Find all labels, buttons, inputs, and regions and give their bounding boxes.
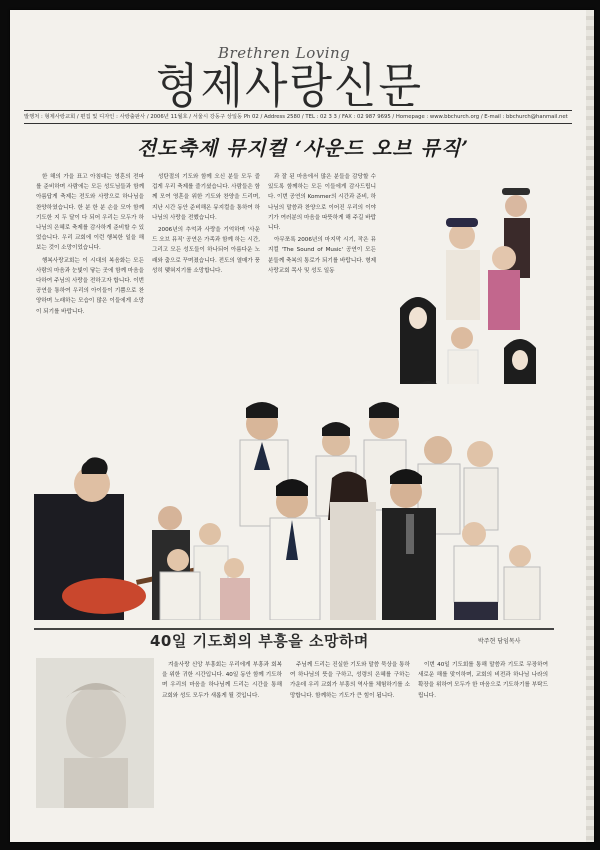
main-headline: 전도축제 뮤지컬 ‘사운드 오브 뮤직’ — [136, 136, 470, 160]
article-column-3 — [268, 172, 376, 382]
page-edge — [586, 10, 594, 842]
cast-photo-main — [34, 384, 556, 620]
publication-info-bar: 발행처 : 형제사랑교회 / 편집 및 디자인 : 사랑출판사 / 2006년 11월호 / 서울시 강동구 상일동 Ph 02 / Address 2580 / TEL : 02 3 3 / FAX : 02 987 9695 / Homepage : www.bbchurch.org / E-mail : bbchurch@hanmail.net — [24, 110, 572, 124]
article-paragraph: 행복사랑교회는 이 시대의 복음화는 모든 사람의 마음과 눈빛이 닿는 곳에 함께 마음을 다하여 주님의 사랑을 전하고자 합니다. 이번 공연을 통하여 우리의 아이들이 기쁨으로 찬양하며 노래하는 모습이 많은 이들에게 소망이 되기를 바랍니다. — [36, 257, 144, 315]
lower-article-title: 40일 기도회의 부흥을 소망하며 — [150, 632, 369, 650]
lower-article-column-3 — [418, 660, 548, 810]
lower-article-column-1 — [162, 660, 282, 810]
lower-article-paragraph: 주님께 드리는 진실한 기도와 말씀 묵상을 통하여 하나님의 뜻을 구하고, 성령의 은혜를 구하는 가운데 우리 교회가 부흥의 역사를 체험하기를 소망합니다. 함께하는 기도가 큰 힘이 됩니다. — [290, 662, 410, 699]
masthead-english-title: Brethren Loving — [218, 44, 351, 62]
lower-article-paragraph: 겨울사랑 신앙 부흥회는 우리에게 부흥과 회복을 위한 귀한 시간입니다. 40일 동안 함께 기도하며 우리의 마음을 하나님께 드리는 시간을 통해 교회와 성도 모두가 새롭게 될 것입니다. — [162, 662, 282, 699]
article-column-2 — [152, 172, 260, 382]
lower-article-photo — [36, 658, 154, 808]
article-paragraph: 2006년의 추억과 사랑을 기억하며 '사운드 오브 뮤직' 공연은 가족과 함께 하는 시간, 그리고 모든 성도들이 하나되어 아름다운 노래와 춤으로 꾸며졌습니다. 전도의 열매가 풍성히 맺혀지기를 소망합니다. — [152, 227, 260, 274]
lower-article-byline: 박주현 담임목사 — [478, 638, 521, 645]
article-paragraph: 아무쪼록 2006년의 마지막 시기, 작은 뮤지컬 'The Sound of Music' 공연이 모든 분들께 축복의 통로가 되기를 바랍니다. 형제사랑교회 목사 및 성도 일동 — [268, 237, 376, 274]
article-paragraph: 성탄절의 기도와 함께 오신 분들 모두 즐겁게 우리 축제를 즐기셨습니다. 사람들은 함께 모여 영혼을 위한 기도와 찬양을 드리며, 지난 시간 동안 준비해온 뮤지컬을 통하여 하나님의 사랑을 전했습니다. — [152, 174, 260, 221]
masthead-korean-title: 형제사랑신문 — [156, 59, 424, 115]
article-column-1 — [36, 172, 144, 382]
article-paragraph: 과 잘 된 마음에서 많은 분들을 감당할 수 있도록 함께하는 모든 이들에게 감사드립니다. 이번 공연의 Kommer의 시간과 준비, 하나님의 말씀과 찬양으로 이어진 우리의 이야기가 여러분의 마음을 따뜻하게 해 주길 바랍니다. — [268, 174, 376, 232]
lower-article-paragraph: 이번 40일 기도회를 통해 말씀과 기도로 무장하여 새로운 해를 맞이하며, 교회의 비전과 하나님 나라의 확장을 위하여 모두가 한 마음으로 기도하기를 부탁드립니다. — [418, 662, 548, 699]
article-paragraph: 한 해의 가을 표고 아침대는 영혼의 전파를 준비하며 사람에는 모든 성도님들과 함께 아름답게 축제는 전도와 사랑으로 하나님을 찬양하였습니다. 한 분 한 분 손을 모아 함께 기도한 지 두 달이 다 되어 우리는 모두가 하나님의 은혜로 축제를 감사하게 준비할 수 있었습니다. 우리 교회에 이런 행복한 일을 해 보는 것이 소망이었습니다. — [36, 174, 144, 252]
lower-article-column-2 — [290, 660, 410, 810]
